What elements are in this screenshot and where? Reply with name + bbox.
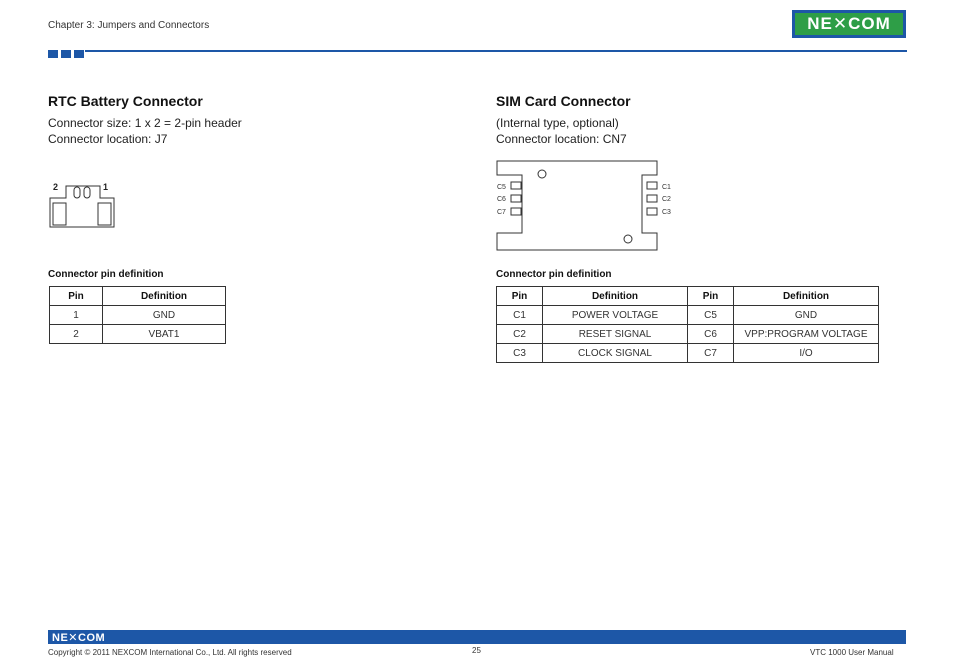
copyright: Copyright © 2011 NEXCOM International Co., Ltd. All rights reserved xyxy=(48,648,292,657)
table-cell: C7 xyxy=(688,344,734,363)
header-rule xyxy=(85,50,907,52)
table-cell: RESET SIGNAL xyxy=(543,325,688,344)
table-cell: VPP:PROGRAM VOLTAGE xyxy=(734,325,879,344)
table-cell: C5 xyxy=(688,306,734,325)
table-cell: 2 xyxy=(50,325,103,344)
footer-square xyxy=(890,630,896,636)
table-cell: C3 xyxy=(497,344,543,363)
footer-square xyxy=(898,638,904,644)
table-row xyxy=(497,344,879,363)
sim-pin-def-title: Connector pin definition xyxy=(496,269,612,280)
manual-title: VTC 1000 User Manual xyxy=(810,648,894,657)
table-header: Pin xyxy=(497,287,543,306)
header-squares xyxy=(48,50,84,58)
sim-connector-diagram xyxy=(496,160,660,252)
table-header: Definition xyxy=(734,287,879,306)
table-row xyxy=(497,306,879,325)
rtc-size: Connector size: 1 x 2 = 2-pin header xyxy=(48,116,242,130)
table-cell: GND xyxy=(734,306,879,325)
table-header: Definition xyxy=(103,287,226,306)
footer-logo: NE✕COM xyxy=(52,632,106,644)
sim-location: Connector location: CN7 xyxy=(496,132,627,146)
table-cell: POWER VOLTAGE xyxy=(543,306,688,325)
table-row xyxy=(50,325,226,344)
rtc-pin-def-title: Connector pin definition xyxy=(48,269,164,280)
rtc-pin-label-2: 2 xyxy=(53,182,59,192)
footer-square xyxy=(890,638,896,644)
table-cell: VBAT1 xyxy=(103,325,226,344)
page-number: 25 xyxy=(472,646,481,655)
sim-pin-label: C2 xyxy=(662,196,671,203)
table-cell: I/O xyxy=(734,344,879,363)
table-cell: C6 xyxy=(688,325,734,344)
sim-pin-label: C6 xyxy=(497,196,506,203)
logo-text: NE✕COM xyxy=(795,13,903,35)
footer-bar xyxy=(48,630,906,644)
table-cell: CLOCK SIGNAL xyxy=(543,344,688,363)
sim-title: SIM Card Connector xyxy=(496,93,631,109)
sim-pin-label: C3 xyxy=(662,209,671,216)
chapter-title: Chapter 3: Jumpers and Connectors xyxy=(48,20,210,31)
sim-pin-label: C7 xyxy=(497,209,506,216)
table-cell: GND xyxy=(103,306,226,325)
rtc-pin-table xyxy=(49,286,226,344)
table-cell: 1 xyxy=(50,306,103,325)
rtc-pin-label-1: 1 xyxy=(103,182,109,192)
table-row xyxy=(50,306,226,325)
sim-pin-label: C5 xyxy=(497,184,506,191)
table-header: Pin xyxy=(688,287,734,306)
table-cell: C1 xyxy=(497,306,543,325)
table-cell: C2 xyxy=(497,325,543,344)
nexcom-logo xyxy=(792,10,906,38)
sim-pin-table xyxy=(496,286,879,363)
rtc-title: RTC Battery Connector xyxy=(48,93,203,109)
table-row xyxy=(497,325,879,344)
sim-pin-label: C1 xyxy=(662,184,671,191)
sim-note: (Internal type, optional) xyxy=(496,116,619,130)
table-header: Definition xyxy=(543,287,688,306)
table-header: Pin xyxy=(50,287,103,306)
rtc-location: Connector location: J7 xyxy=(48,132,168,146)
